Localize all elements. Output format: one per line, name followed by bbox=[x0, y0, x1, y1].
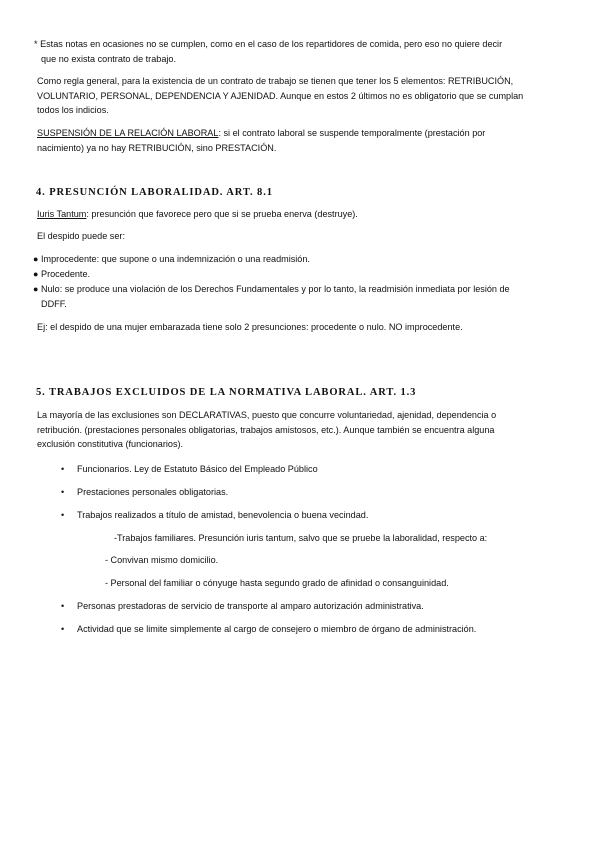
list-item-text: Prestaciones personales obligatorias. bbox=[77, 487, 229, 497]
list-item bbox=[61, 485, 561, 500]
list-item bbox=[33, 267, 573, 282]
iuris-tantum-label: Iuris Tantum bbox=[37, 209, 87, 219]
list-item-text: Trabajos realizados a título de amistad, benevolencia o buena vecindad. bbox=[77, 510, 369, 520]
list-item-continuation bbox=[33, 297, 573, 312]
list-item bbox=[33, 252, 573, 267]
list-item-text: Personas prestadoras de servicio de transporte al amparo autorización administrativa. bbox=[77, 601, 424, 611]
suspension-line-2: nacimiento) ya no hay RETRIBUCIÓN, sino PRESTACIÓN. bbox=[37, 143, 277, 153]
suspension-line-1 bbox=[37, 126, 485, 141]
suspension-line-1-rest: : si el contrato laboral se suspende temporalmente (prestación por bbox=[218, 128, 486, 138]
exclusions-para-line-3: exclusión constitutiva (funcionarios). bbox=[37, 439, 184, 449]
general-rule-line-3: todos los indicios. bbox=[37, 105, 109, 115]
bullet-icon: • bbox=[61, 624, 65, 634]
list-item-text: Funcionarios. Ley de Estatuto Básico del Empleado Público bbox=[77, 464, 318, 474]
suspension-label: SUSPENSIÓN DE LA RELACIÓN LABORAL bbox=[37, 128, 219, 138]
general-rule-line-2: VOLUNTARIO, PERSONAL, DEPENDENCIA Y AJENIDAD. Aunque en estos 2 últimos no es obligatorio que se cumplan bbox=[37, 91, 524, 101]
exclusions-para-line-2: retribución. (prestaciones personales obligatorias, trabajos amistosos, etc.). Aunque también se encuentra alguna bbox=[37, 425, 495, 435]
list-item-text: Procedente. bbox=[41, 269, 91, 279]
list-item bbox=[61, 462, 561, 477]
list-item-text: Nulo: se produce una violación de los Derechos Fundamentales y por lo tanto, la readmisión inmediata por lesión de bbox=[41, 284, 510, 294]
bullet-icon: • bbox=[61, 487, 65, 497]
list-item-text: DDFF. bbox=[41, 299, 67, 309]
despido-intro: El despido puede ser: bbox=[37, 231, 125, 241]
section-5-heading: 5. TRABAJOS EXCLUIDOS DE LA NORMATIVA LABORAL. ART. 1.3 bbox=[36, 387, 417, 398]
list-item-text: Actividad que se limite simplemente al cargo de consejero o miembro de órgano de administración. bbox=[77, 624, 477, 634]
list-item bbox=[61, 508, 561, 523]
iuris-tantum-line bbox=[37, 207, 358, 222]
sub-item-relatives: - Personal del familiar o cónyuge hasta segundo grado de afinidad o consanguinidad. bbox=[105, 578, 449, 588]
sub-item-family-work: -Trabajos familiares. Presunción iuris tantum, salvo que se pruebe la laboralidad, respecto a: bbox=[114, 533, 488, 543]
bullet-icon: ● bbox=[33, 269, 39, 279]
iuris-tantum-definition: : presunción que favorece pero que si se prueba enerva (destruye). bbox=[86, 209, 358, 219]
bullet-icon: ● bbox=[33, 284, 39, 294]
intro-note-line-1: * Estas notas en ocasiones no se cumplen, como en el caso de los repartidores de comida, pero eso no quiere decir bbox=[34, 39, 503, 49]
section-4-heading: 4. PRESUNCIÓN LABORALIDAD. ART. 8.1 bbox=[36, 187, 273, 198]
bullet-icon: • bbox=[61, 601, 65, 611]
sub-item-same-home: - Convivan mismo domicilio. bbox=[105, 555, 219, 565]
bullet-icon: • bbox=[61, 464, 65, 474]
list-item-text: Improcedente: que supone o una indemnización o una readmisión. bbox=[41, 254, 310, 264]
bullet-icon: • bbox=[61, 510, 65, 520]
bullet-icon: ● bbox=[33, 254, 39, 264]
list-item bbox=[33, 282, 573, 297]
general-rule-line-1: Como regla general, para la existencia de un contrato de trabajo se tienen que tener los 5 elementos: RETRIBUCIÓN, bbox=[37, 76, 514, 86]
intro-note-line-2: que no exista contrato de trabajo. bbox=[41, 54, 176, 64]
list-item bbox=[61, 622, 561, 637]
list-item bbox=[61, 599, 561, 614]
despido-bullet-list bbox=[33, 252, 573, 312]
example-line: Ej: el despido de una mujer embarazada tiene solo 2 presunciones: procedente o nulo. NO improcedente. bbox=[37, 322, 463, 332]
exclusions-para-line-1: La mayoría de las exclusiones son DECLARATIVAS, puesto que concurre voluntariedad, ajenidad, dependencia o bbox=[37, 410, 497, 420]
